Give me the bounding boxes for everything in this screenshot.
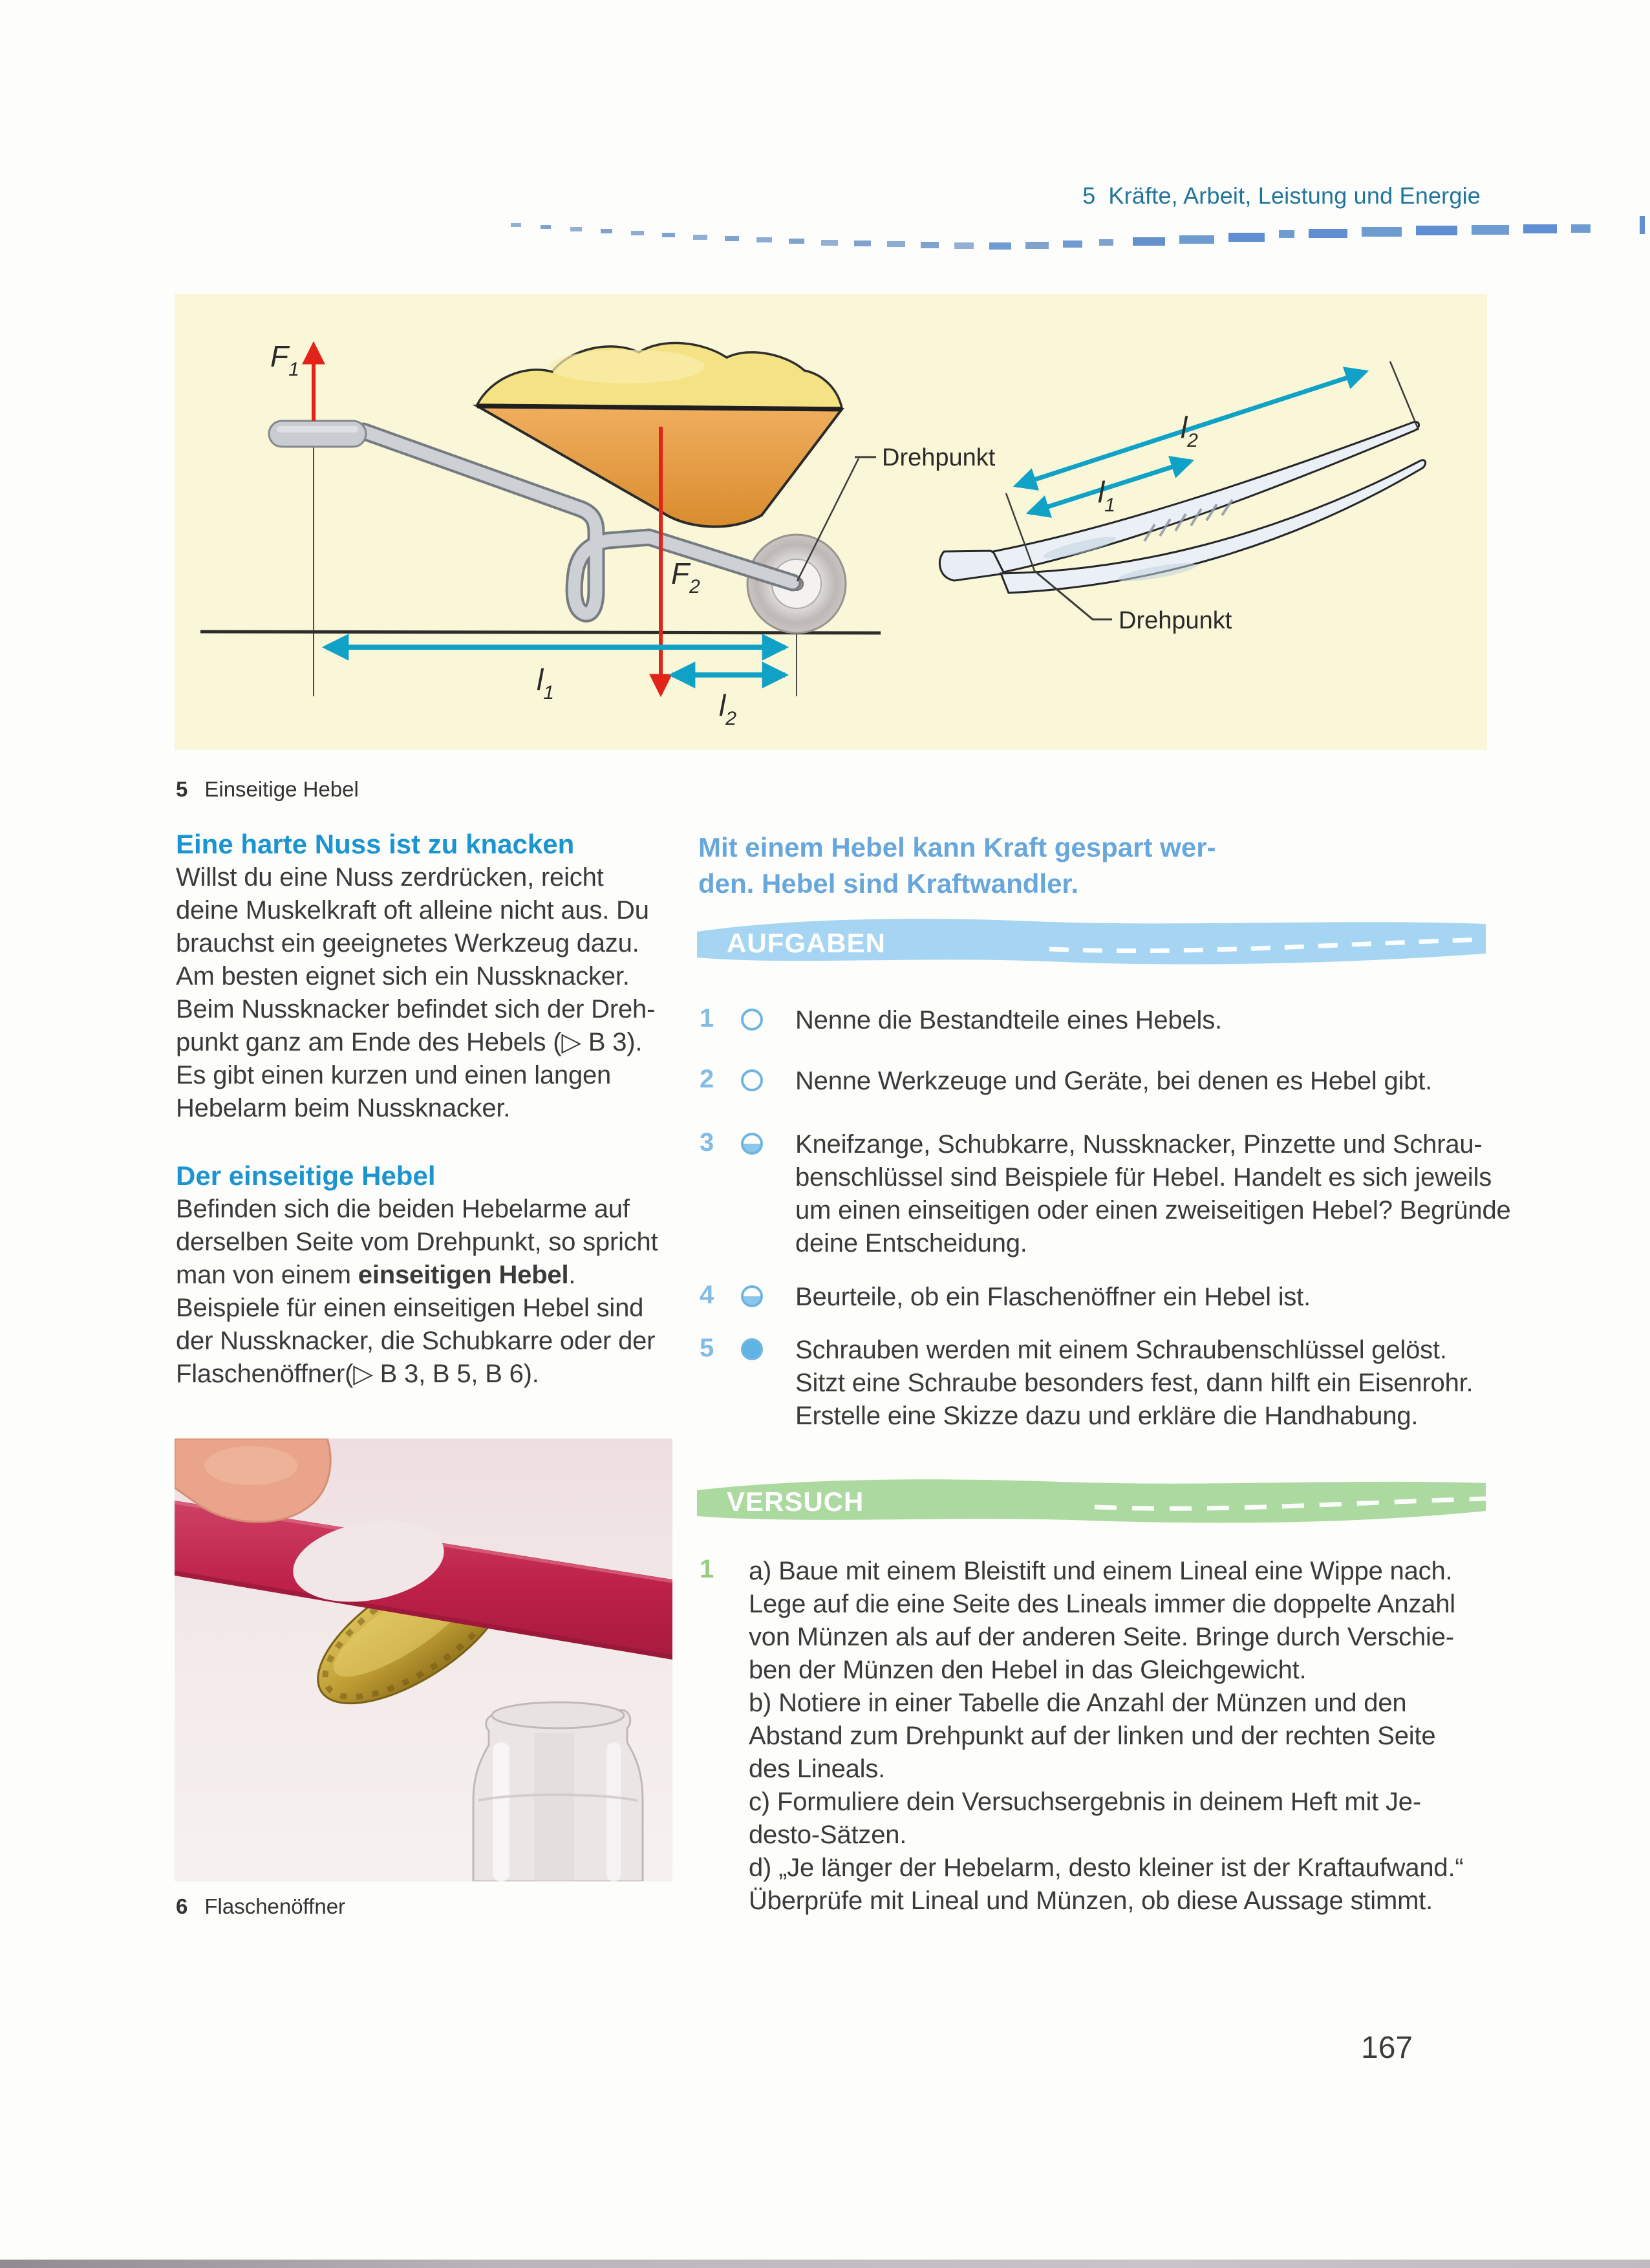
difficulty-icon-easy: [741, 1009, 763, 1031]
merksatz-statement: Mit einem Hebel kann Kraft gespart wer- den. Hebel sind Kraftwandler.: [698, 832, 1216, 899]
section2-bold-line: man von einem einseitigen Hebel.: [176, 1261, 576, 1289]
task-5-number: 5: [700, 1334, 714, 1362]
label-f2: $F_2$: [671, 557, 700, 597]
versuch-1-text: a) Baue mit einem Bleistift und einem Lineal eine Wippe nach. Lege auf die eine Seite des Lineals immer die doppelte Anzahl von Münzen als auf der anderen Seite. Bringe durch Verschie- ben der Münzen den Hebel in das Gleichgewicht. b) Notiere in einer Tabelle die Anzahl der Münzen und den Abstand zum Drehpunkt auf der linken und der rechten Seite des Lineals. c) Formuliere dein Versuchsergebnis in deinem Heft mit Je- desto-Sätzen. d) „Je länger der Hebelarm, desto kleiner ist der Kraftaufwand.“ Überprüfe mit Lineal und Münzen, ob diese Aussage stimmt.: [749, 1557, 1464, 1915]
handle-grip: [269, 421, 366, 447]
label-l1: $l_1$: [537, 663, 554, 703]
aufgaben-banner-title: AUFGABEN: [727, 928, 886, 958]
photo-b6-caption: [176, 1894, 345, 1919]
aufgaben-banner: [697, 914, 1486, 968]
task-5-text: Schrauben werden mit einem Schraubenschlüssel gelöst. Sitzt eine Schraube besonders fest, dann hilft ein Eisenrohr. Erstelle eine Skizze dazu und erkläre die Handhabung.: [795, 1336, 1473, 1430]
ground-line: [200, 632, 881, 633]
tweezers-label-l1: $l_1$: [1098, 475, 1115, 516]
tweezers-label-l2: $l_2$: [1181, 411, 1198, 451]
difficulty-icon-easy: [741, 1069, 763, 1091]
task-3-text: Kneifzange, Schubkarre, Nussknacker, Pinzette und Schrau- benschlüssel sind Beispiele für Hebel. Handelt es sich jeweils um einen einseitigen oder einen zweiseitigen Hebel? Begründe deine Entscheidung.: [795, 1130, 1511, 1257]
photo-number: 6: [176, 1894, 188, 1918]
section2-paragraph: [176, 1193, 712, 1391]
chapter-number: 5: [1082, 182, 1096, 209]
label-drehpunkt-tweezers: Drehpunkt: [1119, 607, 1232, 634]
difficulty-icon-medium: [741, 1285, 763, 1307]
task-2-text: Nenne Werkzeuge und Geräte, bei denen es Hebel gibt.: [795, 1067, 1433, 1095]
difficulty-icon-medium: [741, 1133, 763, 1155]
dashed-divider-decoration: [504, 210, 1650, 255]
task-2-number: 2: [700, 1065, 714, 1093]
figure-caption-text: Einseitige Hebel: [204, 777, 359, 801]
task-1-number: 1: [700, 1004, 714, 1032]
versuch-banner: [697, 1475, 1486, 1526]
task-1-text: Nenne die Bestandteile eines Hebels.: [795, 1006, 1222, 1034]
difficulty-icon-hard: [741, 1338, 763, 1360]
figure-b5-caption: [176, 777, 359, 802]
photo-caption-text: Flaschenöffner: [204, 1894, 346, 1918]
figure-b5-illustration: [175, 294, 1487, 750]
task-4-text: Beurteile, ob ein Flaschenöffner ein Hebel ist.: [795, 1283, 1311, 1311]
section2-lines-a: Befinden sich die beiden Hebelarme auf derselben Seite vom Drehpunkt, so spricht: [176, 1195, 658, 1256]
task-3-number: 3: [700, 1128, 714, 1157]
photo-b6-bottle-opener: [175, 1439, 672, 1881]
versuch-banner-title: VERSUCH: [727, 1486, 864, 1517]
figure-number: 5: [176, 777, 188, 801]
label-f1: $F_1$: [270, 339, 299, 380]
section2-heading: Der einseitige Hebel: [176, 1161, 436, 1191]
chapter-title: Kräfte, Arbeit, Leistung und Energie: [1108, 182, 1481, 209]
task-4-number: 4: [700, 1281, 714, 1309]
label-l2: $l_2$: [719, 689, 736, 729]
section2-lines-b: Beispiele für einen einseitigen Hebel sind der Nussknacker, die Schubkarre oder der Flaschenöffner(▷ B 3, B 5, B 6).: [176, 1294, 656, 1388]
section1-paragraph: Willst du eine Nuss zerdrücken, reicht deine Muskelkraft oft alleine nicht aus. Du brauchst ein geeignetes Werkzeug dazu. Am besten eignet sich ein Nussknacker. Beim Nussknacker befindet sich der Dreh- punkt ganz am Ende des Hebels (▷ B 3). Es gibt einen kurzen und einen langen Hebelarm beim Nussknacker.: [176, 863, 656, 1122]
bottle-neck: [473, 1702, 643, 1881]
page-number: 167: [1361, 2031, 1413, 2065]
versuch-1-number: 1: [700, 1555, 714, 1583]
section1-heading: Eine harte Nuss ist zu knacken: [176, 829, 575, 859]
chapter-header: [905, 182, 1481, 209]
label-drehpunkt-wheelbarrow: Drehpunkt: [882, 444, 996, 471]
page-bottom-edge: [0, 2260, 1650, 2268]
